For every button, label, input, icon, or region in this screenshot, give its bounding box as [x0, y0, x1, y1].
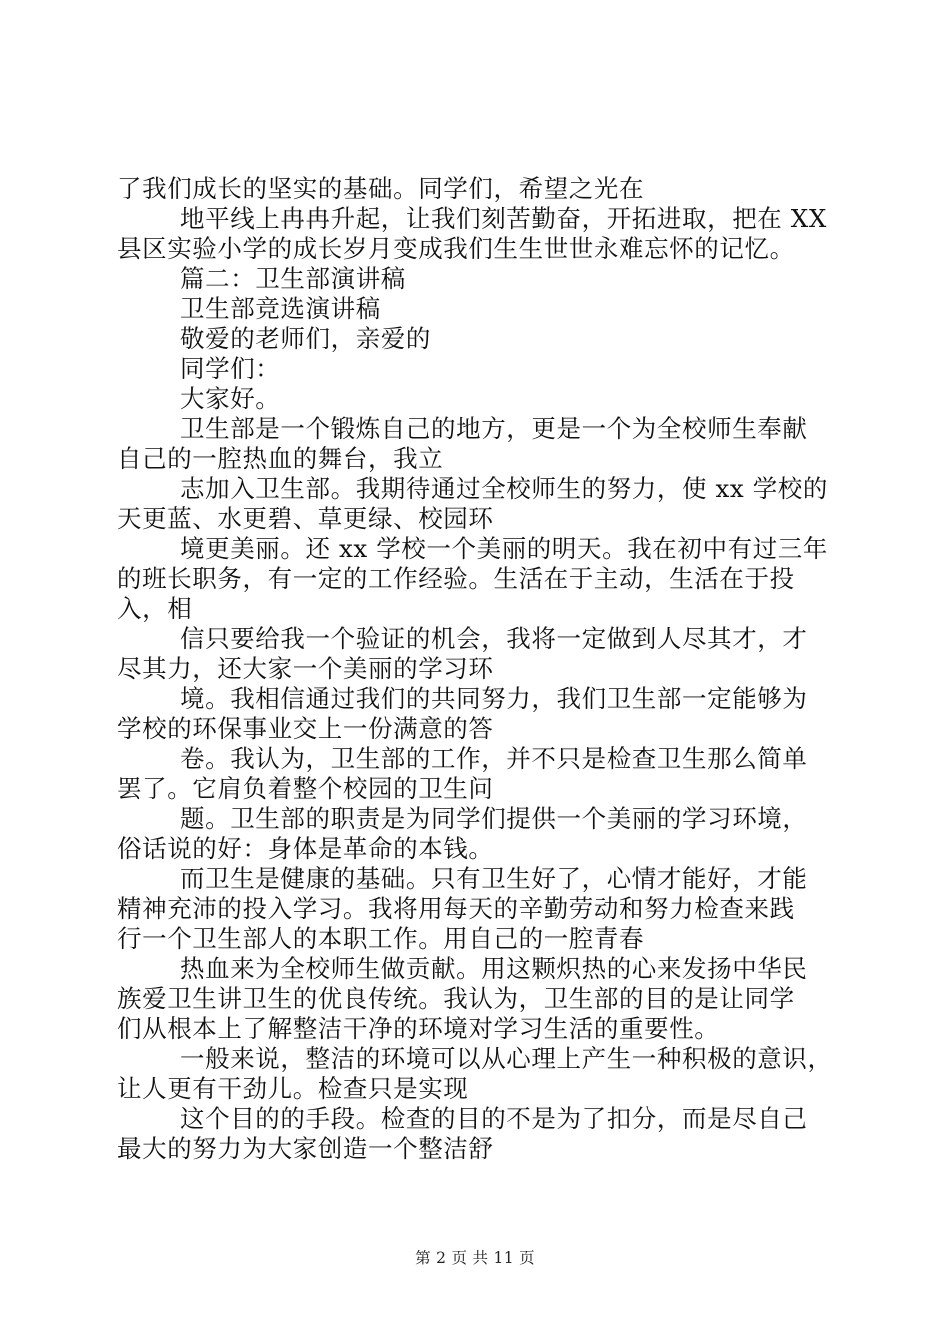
text-line: 尽其力，还大家一个美丽的学习环: [117, 654, 494, 683]
text-line: 罢了。它肩负着整个校园的卫生问: [117, 774, 494, 803]
text-line: 最大的努力为大家创造一个整洁舒: [117, 1134, 494, 1163]
text-line: 入，相: [117, 594, 193, 623]
text-line: 的班长职务，有一定的工作经验。生活在于主动，生活在于投: [117, 564, 795, 593]
text-line: 一般来说，整洁的环境可以从心理上产生一种积极的意识，: [180, 1044, 833, 1073]
text-line: 学校的环保事业交上一份满意的答: [117, 714, 494, 743]
text-line: 志加入卫生部。我期待通过全校师生的努力，使 xx 学校的: [180, 474, 829, 503]
text-line: 精神充沛的投入学习。我将用每天的辛勤劳动和努力检查来践: [117, 894, 795, 923]
text-line: 们从根本上了解整洁干净的环境对学习生活的重要性。: [117, 1014, 720, 1043]
document-body: [117, 174, 837, 1164]
text-line: 同学们：: [180, 354, 281, 383]
text-line: 县区实验小学的成长岁月变成我们生生世世永难忘怀的记忆。: [117, 234, 795, 263]
text-line: 敬爱的老师们，亲爱的: [180, 324, 431, 353]
text-line: 境。我相信通过我们的共同努力，我们卫生部一定能够为: [180, 684, 808, 713]
text-line: 卷。我认为，卫生部的工作，并不只是检查卫生那么简单: [180, 744, 808, 773]
text-line: 俗话说的好：身体是革命的本钱。: [117, 834, 494, 863]
text-line: 让人更有干劲儿。检查只是实现: [117, 1074, 469, 1103]
text-line: 行一个卫生部人的本职工作。用自己的一腔青春: [117, 924, 645, 953]
text-line: 热血来为全校师生做贡献。用这颗炽热的心来发扬中华民: [180, 954, 808, 983]
text-line: 这个目的的手段。检查的目的不是为了扣分，而是尽自己: [180, 1104, 808, 1133]
text-line: 而卫生是健康的基础。只有卫生好了，心情才能好，才能: [180, 864, 808, 893]
text-line: 族爱卫生讲卫生的优良传统。我认为，卫生部的目的是让同学: [117, 984, 795, 1013]
text-line: 卫生部竞选演讲稿: [180, 294, 381, 323]
text-line: 信只要给我一个验证的机会，我将一定做到人尽其才，才: [180, 624, 808, 653]
text-line: 题。卫生部的职责是为同学们提供一个美丽的学习环境，: [180, 804, 808, 833]
text-line: 了我们成长的坚实的基础。同学们，希望之光在: [117, 174, 645, 203]
text-line: 卫生部是一个锻炼自己的地方，更是一个为全校师生奉献: [180, 414, 808, 443]
text-line: 自己的一腔热血的舞台，我立: [117, 444, 444, 473]
text-line: 地平线上冉冉升起，让我们刻苦勤奋，开拓进取，把在 XX: [180, 204, 827, 233]
text-line: 境更美丽。还 xx 学校一个美丽的明天。我在初中有过三年: [180, 534, 829, 563]
page-number-footer: 第 2 页 共 11 页: [415, 1249, 535, 1267]
text-line: 天更蓝、水更碧、草更绿、校园环: [117, 504, 494, 533]
text-line: 大家好。: [180, 384, 281, 413]
text-line: 篇二：卫生部演讲稿: [180, 264, 406, 293]
